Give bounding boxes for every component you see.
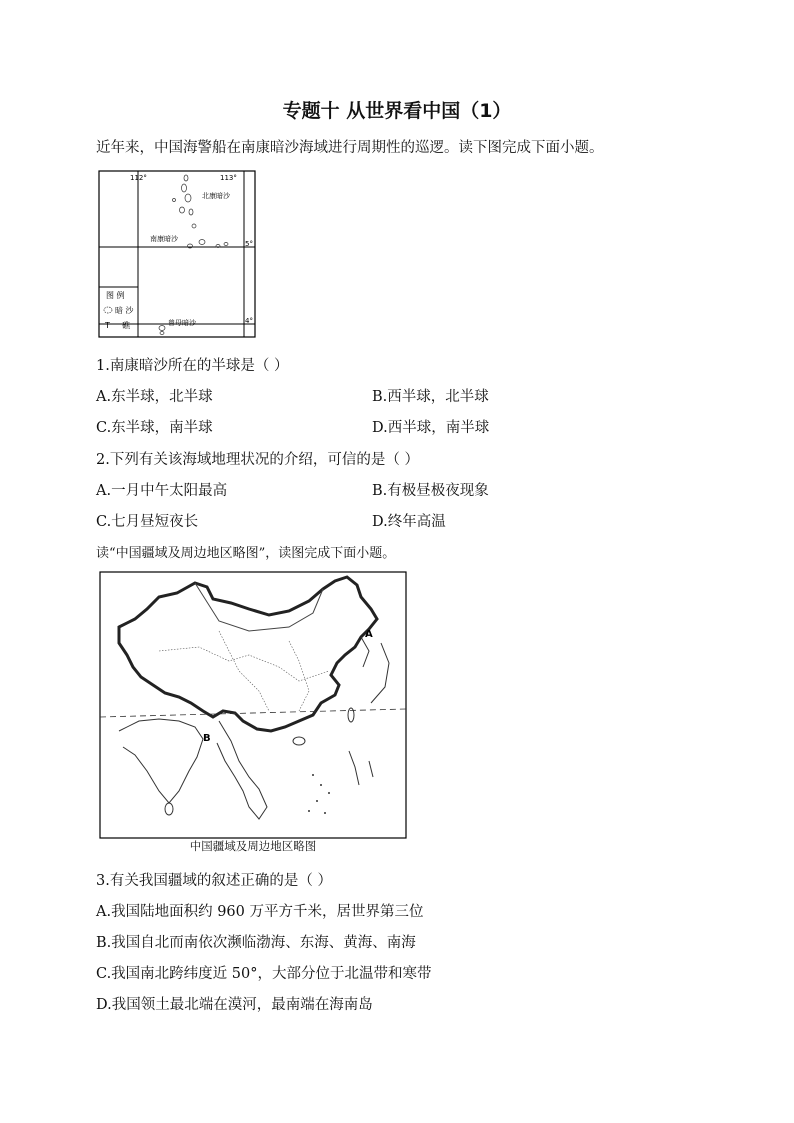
- q2-option-c: C.七月昼短夜长: [96, 514, 199, 530]
- point-b-label: B: [203, 733, 211, 744]
- q3-option-d: D.我国领土最北端在漠河，最南端在海南岛: [96, 997, 373, 1013]
- map1-lat-bottom: 4°: [245, 317, 253, 325]
- q1-option-a: A.东半球，北半球: [96, 389, 213, 405]
- map2-caption: 中国疆域及周边地区略图: [189, 839, 317, 853]
- q1-option-c: C.东半球，南半球: [96, 420, 213, 436]
- q1-option-b: B.西半球，北半球: [372, 389, 489, 405]
- map1-lon-right: 113°: [220, 174, 237, 182]
- q2-option-a: A.一月中午太阳最高: [96, 483, 228, 499]
- page-title: 专题十 从世界看中国（1）: [282, 100, 512, 122]
- q3-option-c: C.我国南北跨纬度近 50°，大部分位于北温带和寒带: [96, 966, 432, 982]
- q2-option-b: B.有极昼极夜现象: [372, 483, 489, 499]
- legend-title: 图 例: [106, 291, 125, 300]
- q1-stem: 1.南康暗沙所在的半球是（ ）: [96, 358, 289, 374]
- point-a-label: A: [365, 629, 373, 640]
- nankang-shoal-map: [98, 170, 256, 338]
- q2-option-d: D.终年高温: [372, 514, 446, 530]
- china-territory-map: [99, 571, 407, 839]
- legend-shoal-label: 暗 沙: [115, 306, 134, 315]
- q3-option-a: A.我国陆地面积约 960 万平方千米，居世界第三位: [96, 904, 424, 920]
- q3-stem: 3.有关我国疆域的叙述正确的是（ ）: [96, 873, 332, 889]
- map1-lat-top: 5°: [245, 240, 253, 248]
- q1-option-d: D.西半球，南半球: [372, 420, 490, 436]
- map1-label-north: 北康暗沙: [202, 192, 230, 200]
- intro-text-2: 读“中国疆域及周边地区略图”，读图完成下面小题。: [96, 546, 396, 561]
- intro-text-1: 近年来，中国海警船在南康暗沙海域进行周期性的巡逻。读下图完成下面小题。: [96, 140, 604, 156]
- q3-option-b: B.我国自北而南依次濒临渤海、东海、黄海、南海: [96, 935, 416, 951]
- map1-lon-left: 112°: [130, 174, 147, 182]
- map1-label-south: 曾母暗沙: [168, 319, 196, 327]
- map1-label-main: 南康暗沙: [150, 235, 178, 243]
- legend-reef-icon: T: [105, 321, 110, 330]
- legend-reef-label: 礁: [122, 321, 130, 330]
- q2-stem: 2.下列有关该海域地理状况的介绍，可信的是（ ）: [96, 452, 419, 468]
